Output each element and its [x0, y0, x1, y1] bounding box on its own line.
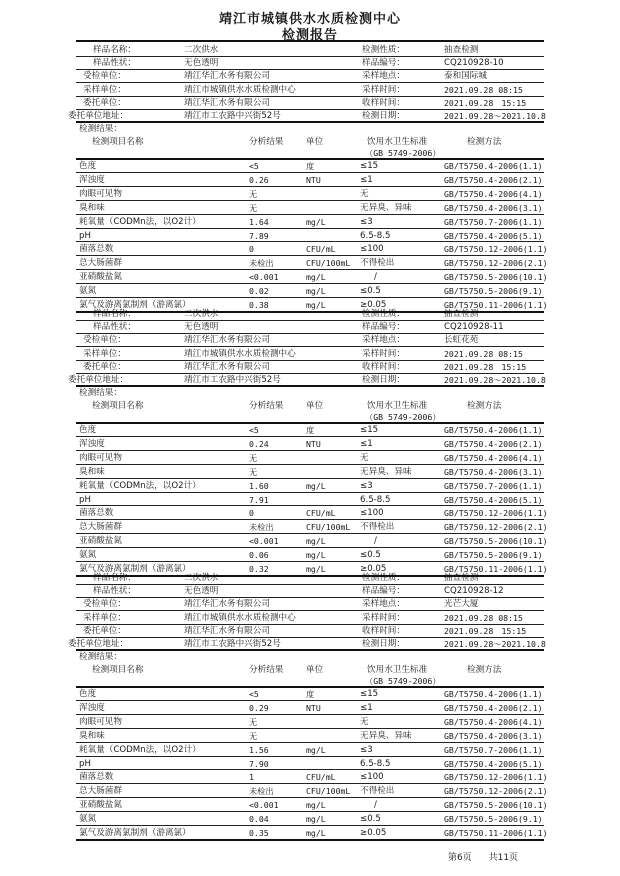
row-method: GB/T5750.4-2006(5.1) [444, 494, 543, 505]
row-result: 1.64 [249, 216, 269, 227]
row-unit: 度 [306, 689, 315, 699]
column-header-standard-sub: （GB 5749-2006） [365, 148, 441, 158]
info-value: 无色透明 [184, 58, 219, 69]
row-result: 0.04 [249, 814, 269, 825]
column-header-item: 检测项目名称 [92, 665, 144, 675]
row-method: GB/T5750.4-2006(2.1) [444, 702, 543, 713]
table-row-rule [76, 283, 544, 284]
info-label: 样品性状： [93, 586, 136, 597]
row-item-name: 肉眼可见物 [79, 452, 122, 463]
info-value: 靖江市工农路中兴街52号 [184, 375, 281, 385]
column-header-method: 检测方法 [467, 137, 502, 147]
row-unit: mg/L [306, 272, 326, 283]
row-method: GB/T5750.5-2006(9.1) [444, 550, 543, 561]
row-standard: ≤0.5 [360, 286, 381, 297]
row-standard: ≤15 [360, 161, 379, 171]
row-method: GB/T5750.4-2006(4.1) [444, 452, 543, 463]
table-row-rule [76, 561, 544, 562]
row-item-name: 色度 [79, 425, 97, 435]
row-unit: CFU/mL [306, 772, 336, 783]
row-standard: 不得检出 [360, 258, 395, 269]
column-header-method: 检测方法 [467, 665, 502, 675]
table-row-rule [76, 269, 544, 270]
info-label: 采样地点： [362, 71, 405, 82]
results-title: 检测结果： [79, 124, 122, 134]
info-label: 收样时间： [362, 97, 405, 108]
row-unit: CFU/100mL [306, 258, 351, 269]
info-label: 采样地点： [362, 599, 405, 610]
row-result: 0.38 [249, 300, 269, 310]
info-label: 样品编号： [362, 322, 405, 333]
row-result: 0.32 [249, 564, 269, 574]
row-result: 0.24 [249, 438, 269, 449]
info-value: 靖江华汇水务有限公司 [184, 335, 270, 346]
info-label: 样品性状： [93, 322, 136, 333]
info-value: 靖江华汇水务有限公司 [184, 71, 270, 82]
info-value: 靖江华汇水务有限公司 [184, 599, 270, 610]
page-total: 共11页 [488, 853, 519, 863]
table-row-rule [76, 700, 544, 701]
info-value: 抽查检测 [444, 573, 479, 583]
row-result: 0.02 [249, 286, 269, 297]
table-row-rule [76, 756, 544, 757]
table-row-rule [76, 214, 544, 215]
row-item-name: 耗氧量（CODMn法，以O2计） [79, 744, 201, 755]
row-method: GB/T5750.4-2006(4.1) [444, 188, 543, 199]
table-row-rule [76, 186, 544, 187]
row-method: GB/T5750.11-2006(1.1) [444, 828, 548, 838]
table-row-rule [76, 255, 544, 256]
row-standard: ≤1 [360, 702, 373, 713]
info-value: 二次供水 [184, 573, 219, 583]
row-result: 无 [249, 716, 258, 727]
row-standard: ≤3 [360, 216, 373, 227]
column-header-result: 分析结果 [249, 137, 284, 147]
info-value: 二次供水 [184, 45, 219, 55]
column-header-standard-sub: （GB 5749-2006） [365, 412, 441, 422]
row-method: GB/T5750.7-2006(1.1) [444, 216, 543, 227]
info-label: 委托单位： [83, 625, 126, 636]
row-result: 0.06 [249, 550, 269, 561]
row-item-name: 氯气及游离氯制剂（游离氯） [79, 828, 191, 838]
info-value: 长虹花苑 [444, 335, 479, 346]
row-result: 1.56 [249, 744, 269, 755]
row-item-name: 浑浊度 [79, 702, 105, 713]
row-unit: NTU [306, 702, 321, 713]
row-standard: ≤3 [360, 744, 373, 755]
row-result: 未检出 [249, 522, 274, 533]
table-row-rule [76, 492, 544, 493]
info-label: 检测性质： [362, 45, 405, 55]
row-standard: 6.5-8.5 [360, 758, 391, 769]
table-row-rule [76, 825, 544, 826]
table-row-rule [76, 450, 544, 451]
row-unit: 度 [306, 161, 315, 171]
row-unit: CFU/mL [306, 244, 336, 255]
info-value: 靖江华汇水务有限公司 [184, 361, 270, 372]
row-unit: 度 [306, 425, 315, 435]
row-standard: ≤1 [360, 174, 373, 185]
section-rule [76, 385, 544, 387]
row-method: GB/T5750.12-2006(2.1) [444, 786, 548, 797]
info-label: 检测性质： [362, 309, 405, 319]
table-row-rule [76, 728, 544, 729]
table-row-rule [76, 714, 544, 715]
row-unit: mg/L [306, 814, 326, 825]
info-label: 样品名称： [93, 573, 136, 583]
row-item-name: 菌落总数 [79, 244, 114, 255]
info-value: 2021.09.28 15:15 [444, 625, 527, 636]
row-method: GB/T5750.5-2006(9.1) [444, 286, 543, 297]
table-row-rule [76, 533, 544, 534]
table-row-rule [76, 797, 544, 798]
table-row-rule [76, 505, 544, 506]
row-result: 1 [249, 772, 254, 783]
table-row-rule [76, 769, 544, 770]
row-standard: / [374, 536, 377, 547]
row-item-name: 总大肠菌群 [79, 786, 122, 797]
info-value: 靖江市工农路中兴街52号 [184, 639, 281, 649]
row-method: GB/T5750.4-2006(3.1) [444, 202, 543, 213]
column-header-result: 分析结果 [249, 665, 284, 675]
row-item-name: 肉眼可见物 [79, 188, 122, 199]
info-value: CQ210928-10 [444, 58, 504, 69]
row-result: 未检出 [249, 786, 274, 797]
row-standard: 不得检出 [360, 786, 395, 797]
row-result: 0.26 [249, 174, 269, 185]
info-value: 抽查检测 [444, 45, 479, 55]
row-method: GB/T5750.5-2006(10.1) [444, 800, 548, 811]
table-row-rule [76, 519, 544, 520]
report-organization-title: 靖江市城镇供水水质检测中心 [218, 12, 401, 27]
row-standard: ≤0.5 [360, 550, 381, 561]
info-label: 样品编号： [362, 58, 405, 69]
info-value: 2021.09.28～2021.10.8 [444, 111, 546, 121]
info-label: 委托单位： [83, 97, 126, 108]
row-unit: mg/L [306, 300, 326, 310]
row-item-name: 氨氮 [79, 286, 97, 297]
info-value: 泰和国际城 [444, 71, 487, 82]
page-number: 第6页 [448, 853, 472, 863]
row-standard: 无 [360, 188, 369, 199]
info-label: 样品名称： [93, 45, 136, 55]
row-item-name: 色度 [79, 161, 97, 171]
row-item-name: 色度 [79, 689, 97, 699]
row-result: 无 [249, 202, 258, 213]
info-value: 无色透明 [184, 586, 219, 597]
row-item-name: 浑浊度 [79, 438, 105, 449]
row-standard: ≤100 [360, 508, 384, 519]
info-value: 光芒大厦 [444, 599, 479, 610]
info-label: 样品名称： [93, 309, 136, 319]
info-value: 无色透明 [184, 322, 219, 333]
row-result: <0.001 [249, 272, 279, 283]
row-item-name: pH [79, 230, 91, 241]
row-item-name: 亚硝酸盐氮 [79, 272, 122, 283]
row-method: GB/T5750.7-2006(1.1) [444, 480, 543, 491]
info-value: 靖江华汇水务有限公司 [184, 625, 270, 636]
row-result: 0 [249, 508, 254, 519]
row-result: 0.35 [249, 828, 269, 838]
row-standard: ≥0.05 [360, 828, 387, 838]
row-unit: mg/L [306, 564, 326, 574]
info-value: 2021.09.28～2021.10.8 [444, 375, 546, 385]
info-value: 靖江市城镇供水水质检测中心 [184, 348, 296, 359]
header-rule [76, 40, 544, 42]
row-result: <5 [249, 425, 259, 435]
row-method: GB/T5750.4-2006(5.1) [444, 230, 543, 241]
row-method: GB/T5750.4-2006(3.1) [444, 466, 543, 477]
row-method: GB/T5750.4-2006(2.1) [444, 438, 543, 449]
row-standard: ≤3 [360, 480, 373, 491]
info-value: CQ210928-11 [444, 322, 504, 333]
row-unit: NTU [306, 438, 321, 449]
info-value: 靖江市工农路中兴街52号 [184, 111, 281, 121]
row-unit: mg/L [306, 744, 326, 755]
info-label: 受检单位： [83, 71, 126, 82]
row-result: <0.001 [249, 536, 279, 547]
info-value: CQ210928-12 [444, 586, 504, 597]
row-standard: 无 [360, 452, 369, 463]
row-method: GB/T5750.12-2006(2.1) [444, 522, 548, 533]
info-label: 委托单位： [83, 361, 126, 372]
row-method: GB/T5750.11-2006(1.1) [444, 300, 548, 310]
row-method: GB/T5750.12-2006(1.1) [444, 244, 548, 255]
row-result: <5 [249, 161, 259, 171]
info-value: 二次供水 [184, 309, 219, 319]
info-label: 采样时间： [362, 348, 405, 359]
row-item-name: 氯气及游离氯制剂（游离氯） [79, 300, 191, 310]
info-label: 收样时间： [362, 625, 405, 636]
info-label: 检测日期： [362, 375, 405, 385]
row-item-name: 亚硝酸盐氮 [79, 800, 122, 811]
row-result: 0 [249, 244, 254, 255]
row-item-name: pH [79, 494, 91, 505]
row-standard: ≤1 [360, 438, 373, 449]
row-method: GB/T5750.4-2006(4.1) [444, 716, 543, 727]
row-item-name: 浑浊度 [79, 174, 105, 185]
column-header-standard: 饮用水卫生标准 [367, 137, 428, 147]
column-header-result: 分析结果 [249, 401, 284, 411]
row-standard: ≥0.05 [360, 564, 387, 574]
info-value: 靖江市城镇供水水质检测中心 [184, 612, 296, 623]
column-header-item: 检测项目名称 [92, 137, 144, 147]
row-item-name: 耗氧量（CODMn法，以O2计） [79, 216, 201, 227]
section-rule [76, 121, 544, 123]
row-method: GB/T5750.11-2006(1.1) [444, 564, 548, 574]
table-row-rule [76, 839, 544, 841]
row-item-name: 肉眼可见物 [79, 716, 122, 727]
info-value: 靖江华汇水务有限公司 [184, 97, 270, 108]
info-label: 采样时间： [362, 84, 405, 95]
row-item-name: 总大肠菌群 [79, 522, 122, 533]
row-standard: ≤100 [360, 244, 384, 255]
row-item-name: 菌落总数 [79, 772, 114, 783]
row-item-name: pH [79, 758, 91, 769]
table-row-rule [76, 478, 544, 479]
row-result: 0.29 [249, 702, 269, 713]
row-unit: mg/L [306, 550, 326, 561]
table-row-rule [76, 241, 544, 242]
row-standard: 6.5-8.5 [360, 494, 391, 505]
row-item-name: 氨氮 [79, 814, 97, 825]
row-standard: 不得检出 [360, 522, 395, 533]
row-result: 7.89 [249, 230, 269, 241]
row-standard: ≥0.05 [360, 300, 387, 310]
row-method: GB/T5750.4-2006(5.1) [444, 758, 543, 769]
column-header-unit: 单位 [306, 665, 324, 675]
table-row-rule [76, 228, 544, 229]
info-label: 受检单位： [83, 599, 126, 610]
info-label: 受检单位： [83, 335, 126, 346]
table-row-rule [76, 200, 544, 201]
row-item-name: 耗氧量（CODMn法，以O2计） [79, 480, 201, 491]
info-label: 采样单位： [83, 84, 126, 95]
row-result: <5 [249, 689, 259, 699]
row-method: GB/T5750.5-2006(10.1) [444, 536, 548, 547]
section-rule [76, 649, 544, 651]
row-item-name: 臭和味 [79, 202, 105, 213]
row-result: <0.001 [249, 800, 279, 811]
row-standard: ≤15 [360, 689, 379, 699]
info-label: 采样单位： [83, 612, 126, 623]
column-header-standard-sub: （GB 5749-2006） [365, 676, 441, 686]
row-result: 无 [249, 188, 258, 199]
info-value: 2021.09.28 08:15 [444, 84, 523, 95]
row-unit: mg/L [306, 286, 326, 297]
row-method: GB/T5750.5-2006(10.1) [444, 272, 548, 283]
row-result: 无 [249, 452, 258, 463]
row-item-name: 氯气及游离氯制剂（游离氯） [79, 564, 191, 574]
info-label: 委托单位地址： [68, 639, 129, 649]
column-header-unit: 单位 [306, 137, 324, 147]
row-standard: ≤15 [360, 425, 379, 435]
row-standard: / [374, 272, 377, 283]
info-label: 采样时间： [362, 612, 405, 623]
column-header-method: 检测方法 [467, 401, 502, 411]
info-value: 2021.09.28 15:15 [444, 361, 527, 372]
row-standard: ≤100 [360, 772, 384, 783]
info-value: 2021.09.28 08:15 [444, 612, 523, 623]
row-method: GB/T5750.12-2006(1.1) [444, 508, 548, 519]
column-header-standard: 饮用水卫生标准 [367, 665, 428, 675]
table-row-rule [76, 172, 544, 173]
row-standard: 无异臭、异味 [360, 730, 412, 741]
row-result: 无 [249, 730, 258, 741]
info-value: 2021.09.28 15:15 [444, 97, 527, 108]
row-unit: CFU/100mL [306, 786, 351, 797]
row-item-name: 菌落总数 [79, 508, 114, 519]
row-result: 7.91 [249, 494, 269, 505]
row-item-name: 臭和味 [79, 730, 105, 741]
table-row-rule [76, 811, 544, 812]
row-unit: mg/L [306, 480, 326, 491]
info-label: 样品编号： [362, 586, 405, 597]
row-unit: NTU [306, 174, 321, 185]
info-label: 委托单位地址： [68, 111, 129, 121]
row-item-name: 氨氮 [79, 550, 97, 561]
info-value: 抽查检测 [444, 309, 479, 319]
table-row-rule [76, 436, 544, 437]
info-label: 检测日期： [362, 639, 405, 649]
row-item-name: 臭和味 [79, 466, 105, 477]
row-standard: ≤0.5 [360, 814, 381, 825]
column-header-item: 检测项目名称 [92, 401, 144, 411]
row-method: GB/T5750.4-2006(1.1) [444, 689, 543, 699]
info-label: 采样地点： [362, 335, 405, 346]
row-unit: mg/L [306, 216, 326, 227]
results-title: 检测结果： [79, 652, 122, 662]
column-header-standard: 饮用水卫生标准 [367, 401, 428, 411]
page-footer [448, 850, 532, 863]
info-value: 靖江市城镇供水水质检测中心 [184, 84, 296, 95]
table-row-rule [76, 783, 544, 784]
row-item-name: 总大肠菌群 [79, 258, 122, 269]
row-method: GB/T5750.4-2006(1.1) [444, 161, 543, 171]
row-method: GB/T5750.12-2006(2.1) [444, 258, 548, 269]
row-method: GB/T5750.4-2006(1.1) [444, 425, 543, 435]
row-unit: mg/L [306, 536, 326, 547]
info-label: 检测性质： [362, 573, 405, 583]
row-unit: CFU/mL [306, 508, 336, 519]
results-title: 检测结果： [79, 388, 122, 398]
row-standard: 6.5-8.5 [360, 230, 391, 241]
info-label: 检测日期： [362, 111, 405, 121]
info-value: 2021.09.28～2021.10.8 [444, 639, 546, 649]
row-method: GB/T5750.7-2006(1.1) [444, 744, 543, 755]
row-result: 未检出 [249, 258, 274, 269]
table-row-rule [76, 464, 544, 465]
info-label: 收样时间： [362, 361, 405, 372]
row-unit: mg/L [306, 828, 326, 838]
row-item-name: 亚硝酸盐氮 [79, 536, 122, 547]
table-row-rule [76, 547, 544, 548]
row-method: GB/T5750.4-2006(3.1) [444, 730, 543, 741]
row-result: 无 [249, 466, 258, 477]
row-unit: mg/L [306, 800, 326, 811]
info-label: 委托单位地址： [68, 375, 129, 385]
table-row-rule [76, 297, 544, 298]
row-method: GB/T5750.5-2006(9.1) [444, 814, 543, 825]
column-header-unit: 单位 [306, 401, 324, 411]
row-standard: 无 [360, 716, 369, 727]
row-result: 1.60 [249, 480, 269, 491]
info-value: 2021.09.28 08:15 [444, 348, 523, 359]
info-label: 样品性状： [93, 58, 136, 69]
row-method: GB/T5750.12-2006(1.1) [444, 772, 548, 783]
row-unit: CFU/100mL [306, 522, 351, 533]
info-label: 采样单位： [83, 348, 126, 359]
row-standard: 无异臭、异味 [360, 202, 412, 213]
row-result: 7.90 [249, 758, 269, 769]
row-method: GB/T5750.4-2006(2.1) [444, 174, 543, 185]
table-row-rule [76, 742, 544, 743]
report-title: 检测报告 [281, 28, 338, 43]
row-standard: / [374, 800, 377, 811]
row-standard: 无异臭、异味 [360, 466, 412, 477]
